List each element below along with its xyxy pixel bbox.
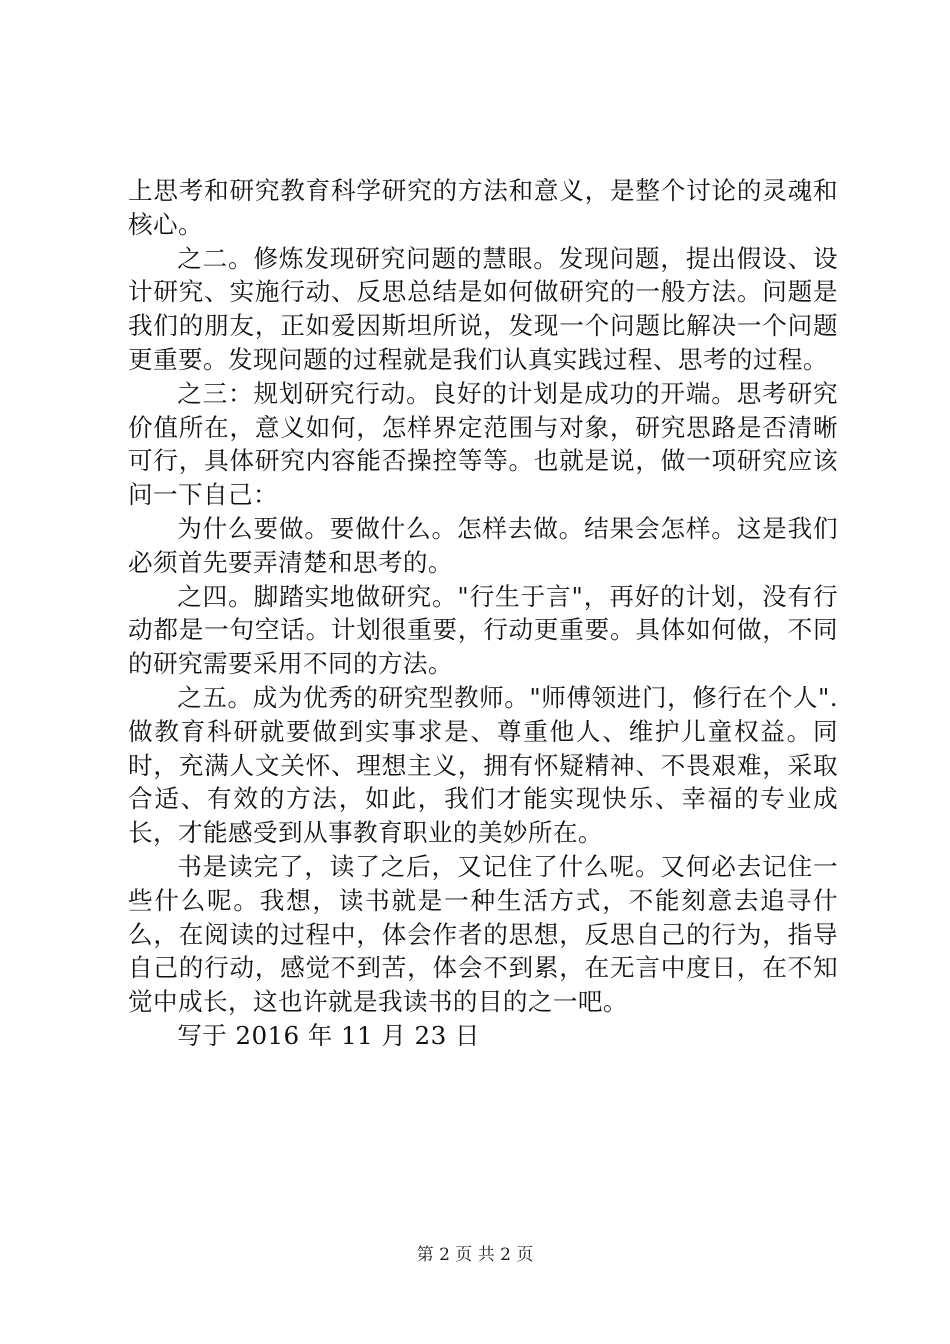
paragraph-point-five: 之五。成为优秀的研究型教师。"师傅领进门，修行在个人".做教育科研就要做到实事求是、尊重他人、维护儿童权益。同时，充满人文关怀、理想主义，拥有怀疑精神、不畏艰难，采取合适、有效的方法，如此，我们才能实现快乐、幸福的专业成长，才能感受到从事教育职业的美妙所在。 bbox=[128, 682, 838, 848]
paragraph-continuation: 上思考和研究教育科学研究的方法和意义，是整个讨论的灵魂和核心。 bbox=[128, 176, 838, 239]
paragraph-point-three: 之三：规划研究行动。良好的计划是成功的开端。思考研究价值所在，意义如何，怎样界定范围与对象，研究思路是否清晰可行，具体研究内容能否操控等等。也就是说，做一项研究应该问一下自己： bbox=[128, 378, 838, 510]
paragraph-questions: 为什么要做。要做什么。怎样去做。结果会怎样。这是我们必须首先要弄清楚和思考的。 bbox=[128, 513, 838, 577]
paragraph-point-four: 之四。脚踏实地做研究。"行生于言"，再好的计划，没有行动都是一句空话。计划很重要，行动更重要。具体如何做，不同的研究需要采用不同的方法。 bbox=[128, 581, 838, 679]
paragraph-point-two: 之二。修炼发现研究问题的慧眼。发现问题，提出假设、设计研究、实施行动、反思总结是如何做研究的一般方法。问题是我们的朋友，正如爱因斯坦所说，发现一个问题比解决一个问题更重要。发现问题的过程就是我们认真实践过程、思考的过程。 bbox=[128, 243, 838, 374]
page-number-footer: 第 2 页 共 2 页 bbox=[416, 1245, 534, 1265]
paragraph-date: 写于 2016 年 11 月 23 日 bbox=[177, 1020, 480, 1050]
paragraph-reflection: 书是读完了，读了之后，又记住了什么呢。又何必去记住一些什么呢。我想，读书就是一种生活方式，不能刻意去追寻什么，在阅读的过程中，体会作者的思想，反思自己的行为，指导自己的行动，感觉不到苦，体会不到累，在无言中度日，在不知觉中成长，这也许就是我读书的目的之一吧。 bbox=[128, 851, 838, 1017]
document-body bbox=[128, 174, 838, 1053]
